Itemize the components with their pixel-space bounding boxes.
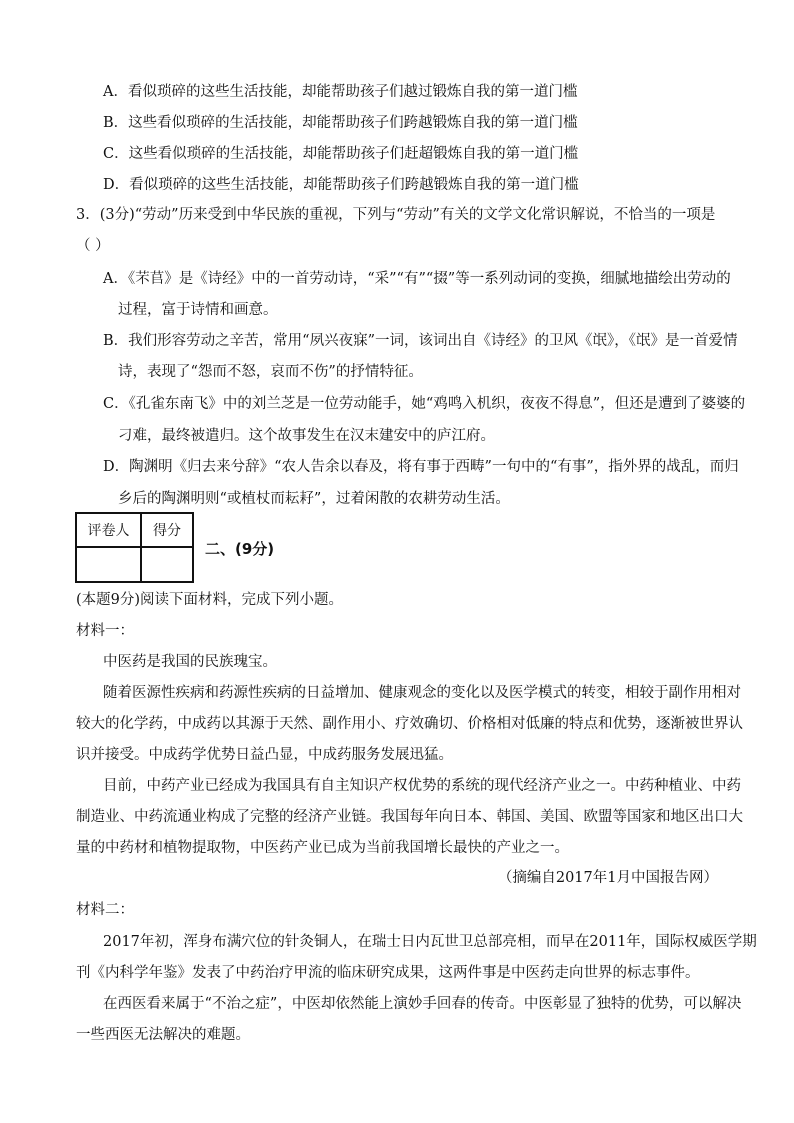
q2-option-b: B．这些看似琐碎的生活技能，却能帮助孩子们跨越锻炼自我的第一道门槛 (103, 115, 578, 131)
q2-option-c: C．这些看似琐碎的生活技能，却能帮助孩子们赶超锻炼自我的第一道门槛 (103, 146, 579, 162)
q3-stem: 3．(3分)“劳动”历来受到中华民族的重视，下列与“劳动”有关的文学文化常识解说，不恰当的一项是 (76, 207, 716, 223)
material2-para2: 在西医看来属于“不治之症”，中医却依然能上演妙手回春的传奇。中医彰显了独特的优势，可以解决 (103, 996, 742, 1012)
q3-option-c: C．《孔雀东南飞》中的刘兰芝是一位劳动能手，她“鸡鸣入机织，夜夜不得息”，但还是遭到了婆婆的 (103, 396, 746, 412)
material2-para2-line2: 一些西医无法解决的难题。 (76, 1027, 250, 1043)
material1-para3-line2: 制造业、中药流通业构成了完整的经济产业链。我国每年向日本、韩国、美国、欧盟等国家和地区出口大 (76, 809, 743, 825)
material1-para2-line3: 识并接受。中成药学优势日益凸显，中成药服务发展迅猛。 (76, 747, 453, 763)
material1-source: （摘编自2017年1月中国报告网） (497, 870, 718, 886)
section-title: 二、(9分) (205, 540, 275, 558)
material1-label: 材料一： (76, 623, 134, 639)
material1-para2-line2: 较大的化学药，中成药以其源于天然、副作用小、疗效确切、价格相对低廉的特点和优势，逐渐被世界认 (76, 716, 743, 732)
grader-cell[interactable] (76, 547, 141, 582)
q3-option-b-cont: 诗，表现了“怨而不怒，哀而不伤”的抒情特征。 (118, 364, 423, 380)
score-table (75, 512, 194, 583)
q2-option-d: D．看似琐碎的这些生活技能，却能帮助孩子们跨越锻炼自我的第一道门槛 (103, 177, 579, 193)
score-cell[interactable] (141, 547, 193, 582)
material1-para1: 中医药是我国的民族瑰宝。 (103, 654, 277, 670)
q3-option-a: A．《芣苢》是《诗经》中的一首劳动诗，“采”“有”“掇”等一系列动词的变换，细腻地描绘出劳动的 (103, 271, 731, 287)
material2-para1: 2017年初，浑身布满穴位的针灸铜人，在瑞士日内瓦世卫总部亮相，而早在2011年，国际权威医学期 (103, 934, 757, 950)
material1-para2: 随着医源性疾病和药源性疾病的日益增加、健康观念的变化以及医学模式的转变，相较于副作用相对 (103, 685, 741, 701)
material1-para3-line3: 量的中药材和植物提取物，中医药产业已成为当前我国增长最快的产业之一。 (76, 840, 569, 856)
material2-label: 材料二： (76, 902, 134, 918)
q3-option-d-cont: 乡后的陶渊明则“或植杖而耘耔”，过着闲散的农耕劳动生活。 (118, 491, 510, 507)
q3-option-b: B．我们形容劳动之辛苦，常用“夙兴夜寐”一词，该词出自《诗经》的卫风《氓》，《氓》是一首爱情 (103, 333, 738, 349)
grader-header: 评卷人 (76, 513, 141, 547)
q3-option-a-cont: 过程，富于诗情和画意。 (118, 302, 278, 318)
score-header: 得分 (141, 513, 193, 547)
section-intro: (本题9分)阅读下面材料，完成下列小题。 (76, 592, 344, 608)
q3-option-d: D．陶渊明《归去来兮辞》“农人告余以春及，将有事于西畴”一句中的“有事”，指外界的战乱，而归 (103, 459, 739, 475)
q3-answer-bracket: （ ） (76, 238, 110, 254)
q3-option-c-cont: 刁难，最终被遣归。这个故事发生在汉末建安中的庐江府。 (118, 428, 495, 444)
q2-option-a: A．看似琐碎的这些生活技能，却能帮助孩子们越过锻炼自我的第一道门槛 (103, 84, 578, 100)
material2-para1-line2: 刊《内科学年鉴》发表了中药治疗甲流的临床研究成果，这两件事是中医药走向世界的标志事件。 (76, 965, 700, 981)
material1-para3: 目前，中药产业已经成为我国具有自主知识产权优势的系统的现代经济产业之一。中药种植业、中药 (103, 778, 741, 794)
